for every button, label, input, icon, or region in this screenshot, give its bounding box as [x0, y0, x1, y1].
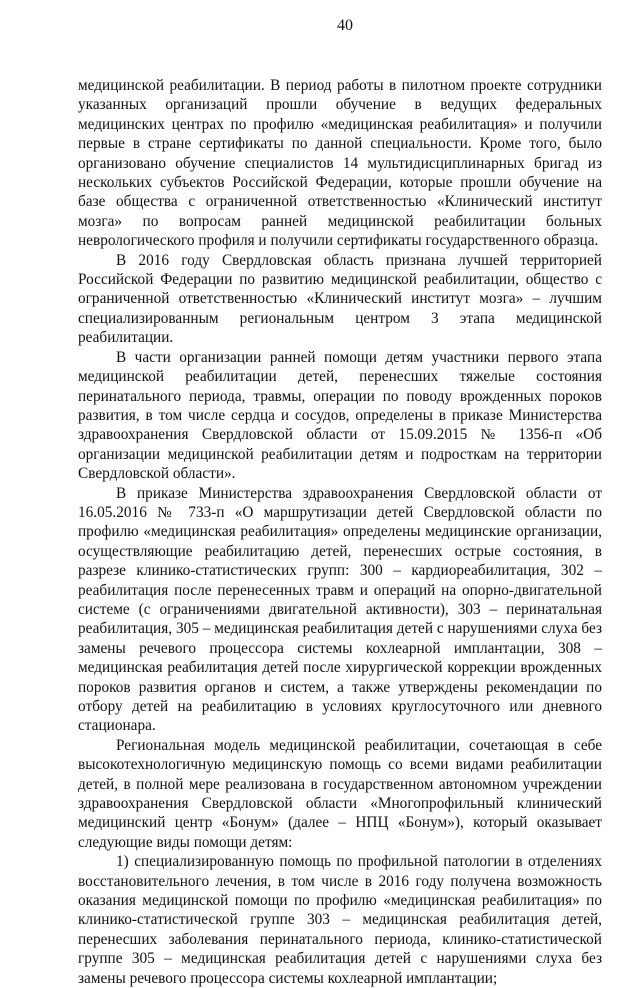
paragraph-continuation: медицинской реабилитации. В период работы в пилотном проекте сотрудники указанных организаций прошли обучение в ведущих федеральных медицинских центрах по профилю «медицинская реабилитация» и получили первые в стране сертификаты по данной специальности. Кроме того, было организовано обучение специалистов 14 мультидисциплинарных бригад из нескольких субъектов Российской Федерации, которые прошли обучение на базе общества с ограниченной ответственностью «Клинический институт мозга» по вопросам ранней медицинской реабилитации больных неврологического профиля и получили сертификаты государственного образца.	[78, 77, 602, 250]
paragraph-order-733: В приказе Министерства здравоохранения Свердловской области от 16.05.2016 № 733-п «О маршрутизации детей Свердловской области по профилю «медицинская реабилитация» определены медицинские организации, осуществляющие реабилитацию детей, перенесших острые состояния, в разрезе клинико-статистических групп: 300 – кардиореабилитация, 302 – реабилитация после перенесенных травм и операций на опорно-двигательной системе (с ограничениями двигательной активности), 303 – перинатальная реабилитация, 305 – медицинская реабилитация детей с нарушениями слуха без замены речевого процессора системы кохлеарной имплантации, 308 – медицинская реабилитация детей после хирургической коррекции врожденных пороков развития органов и систем, а также утверждены рекомендации по отбору детей на реабилитацию в условиях круглосуточного или дневного стационара.	[78, 484, 602, 735]
page-number: 40	[337, 17, 353, 34]
paragraph-regional-model: Региональная модель медицинской реабилитации, сочетающая в себе высокотехнологичную медицинскую помощь со всеми видами реабилитации детей, в полной мере реализована в государственном автономном учреждении здравоохранения Свердловской области «Многопрофильный клинический медицинский центр «Бонум» (далее – НПЦ «Бонум»), который оказывает следующие виды помощи детям:	[78, 736, 602, 851]
paragraph-list-item-1: 1) специализированную помощь по профильной патологии в отделениях восстановительного лечения, в том числе в 2016 году получена возможность оказания медицинской помощи по профилю «медицинская реабилитация» по клинико-статистической группе 303 – медицинская реабилитация детей, перенесших заболевания перинатального периода, клинико-статистической группе 305 – медицинская реабилитация детей с нарушениями слуха без замены речевого процессора системы кохлеарной имплантации;	[78, 853, 602, 987]
paragraph-2016-award: В 2016 году Свердловская область признана лучшей территорией Российской Федерации по развитию медицинской реабилитации, общество с ограниченной ответственностью «Клинический институт мозга» – лучшим специализированным региональным центром 3 этапа медицинской реабилитации.	[78, 251, 602, 347]
paragraph-early-help: В части организации ранней помощи детям участники первого этапа медицинской реабилитации детей, перенесших тяжелые состояния перинатального периода, травмы, операции по поводу врожденных пороков развития, в том числе сердца и сосудов, определены в приказе Министерства здравоохранения Свердловской области от 15.09.2015 № 1356-п «Об организации медицинской реабилитации детям и подросткам на территории Свердловской области».	[78, 348, 602, 483]
